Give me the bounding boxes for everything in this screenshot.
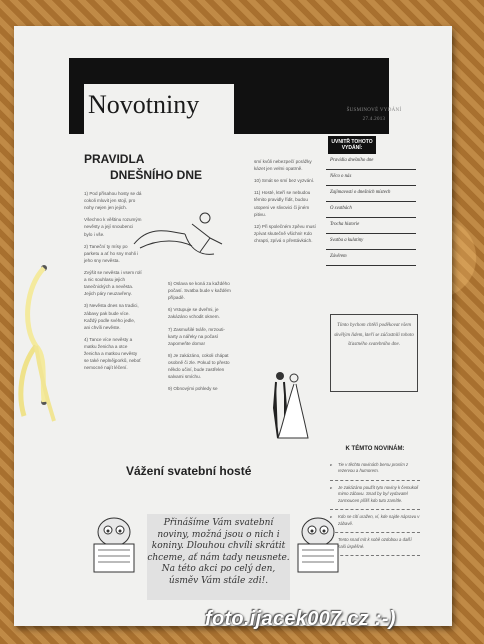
rules-heading-line2: DNEŠNÍHO DNE xyxy=(110,167,203,182)
notes-item: ▸ Tie v těchto novinách bersu prosím z rezervou a humorem. xyxy=(330,458,420,481)
running-bride-clipart xyxy=(130,204,228,264)
contents-item: Trocha historie xyxy=(326,218,416,234)
rule-paragraph: Zvýšit se nevěsta i vsem rolí a nic souhlasu jejich tanečnických a nevěsta. Jejich páry neuzavřeny. xyxy=(84,269,142,297)
newspaper-reader-clipart-right xyxy=(292,514,344,574)
notes-item: ▸ Tento snad mít k sobě ozdobou a další naši úspěšné. xyxy=(330,533,420,556)
contents-item: Závěrem xyxy=(326,250,416,266)
contents-item: Něco o nás xyxy=(326,170,416,186)
rule-paragraph: 2) Taneční ty mísy po parketu a ať ho sny mohli i jeho sny nevěsta. xyxy=(84,243,139,263)
photo-watermark: foto.ijacek007.cz :-) xyxy=(205,608,396,630)
rule-paragraph: 11) Hosté, kteří se nebudou těmito pravidly řídit, budou utopeni ve slivovici či jiném pitivu. xyxy=(254,190,311,217)
rules-heading xyxy=(84,152,202,183)
rule-paragraph: 10) Smát se smí bez vyzvání. xyxy=(254,178,315,184)
contents-item: O svatbách xyxy=(326,202,416,218)
rule-paragraph: 5) Oslava se koná za každého počasí. Svatba bude v každém případě. xyxy=(168,281,231,301)
contents-box xyxy=(326,136,416,266)
rule-paragraph: smí kvůli nebezpečí porážky kázet jen velmi opatrně. xyxy=(254,159,312,172)
rule-paragraph: 6) Vstupuje se dveřmi, je zakázáno vchodit oknem. xyxy=(168,307,220,320)
rules-column-3 xyxy=(254,158,320,249)
welcome-poem-banner: Přinášíme Vám svatební noviny, možná jsou o nich i koniny. Dlouhou chvíli skrátit chceme, ať nám tady neusnete. Na této akci po celý den, úsměv Vám stále zdi!. xyxy=(147,514,290,600)
rule-paragraph: 8) Je zakázáno, cokoli chápat osobně či zle. Pokud to přesto někdo učiní, bude zastřelen salvami smíchu. xyxy=(168,352,230,380)
issue-info xyxy=(334,106,414,124)
newsletter-title: Novotniny xyxy=(84,84,234,136)
notes-item: ▸ Kdo se cítí uražen, ví, kde najde nápravu v zábavě. xyxy=(330,510,420,533)
contents-item: Svatba a kulatiny xyxy=(326,234,416,250)
yellow-ribbon-binding xyxy=(16,256,62,426)
notes-item: ▸ Je zakázáno použít tyto noviny k čemukoli mimo zábavu. Snad by byl vydavatel zarmoucen příliš kdo tuto zamítle. xyxy=(330,481,420,510)
contents-heading: UVNITŘ TOHOTO VYDÁNÍ: xyxy=(328,136,376,154)
contents-item: Pravidla dnešního dne xyxy=(326,154,416,170)
rule-paragraph: 7) Zasmušilé tváře, mrzouti-karty a nářeky na počasí zapomeňte doma! xyxy=(168,326,225,346)
guests-heading: Vážení svatební hosté xyxy=(126,464,252,478)
issue-label: ŠUSMINOVÉ VYDÁNÍ xyxy=(346,108,402,113)
rule-paragraph: 9) Obnovými pohledy se xyxy=(168,386,218,392)
notes-heading: K TÉMTO NOVINÁM: xyxy=(345,446,405,452)
thank-you-quote: Tímto bychom chtěli poděkovat všem skvělým lidem, kteří se zúčastnili tohoto šťastného svatebního dne. xyxy=(330,314,418,392)
contents-item: Zajímavosti o dnešních místech xyxy=(326,186,416,202)
newsletter-page xyxy=(14,26,452,626)
rules-column-2 xyxy=(168,280,234,397)
rule-paragraph: 1) Pod přísahou hosty se dá cokoli mluvit jen stojí, pro nohy nejen jen jejich. xyxy=(84,191,142,211)
rule-paragraph: Všechno k věštinu rozumým nevěsty a její snoubenci bylo i vše. xyxy=(84,217,142,237)
issue-date: 27.4.2013 xyxy=(362,117,386,122)
rule-paragraph: 12) Při společném zpěvu musí zpívat skutečně všichni! Kdo chrapti, zpívá o přestávkách. xyxy=(254,223,316,243)
rules-heading-line1: PRAVIDLA xyxy=(84,152,145,166)
rule-paragraph: 4) Tance více nevěsty a matku ženicha a otce ženicha a matkou nevěsty se také neplnějporků, neboť nemocné najít léčení. xyxy=(84,336,141,371)
wedding-couple-clipart xyxy=(264,368,314,442)
newspaper-reader-clipart-left xyxy=(88,514,140,574)
rule-paragraph: 3) Nevěsta dnes na tradici, zábavy pak bude více. Každý podle svého jedle, ani chvíli nevěste. xyxy=(84,303,139,330)
